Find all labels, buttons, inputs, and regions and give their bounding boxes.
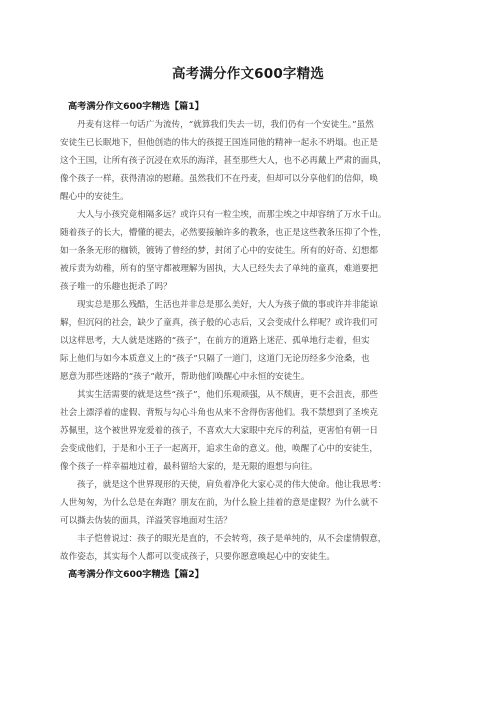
paragraph-line: 醒心中的安徒生。	[60, 192, 129, 202]
paragraph-6	[60, 530, 438, 566]
page-title: 高考满分作文600字精选	[171, 66, 325, 82]
paragraph-line: 丹麦有这样一句话广为流传，“就算我们失去一切，我们仍有一个安徒生。”虽然	[77, 120, 374, 130]
paragraph-line: 孩子，就是这个世界现形的天使，肩负着净化大家心灵的伟大使命。他让我思考：	[77, 480, 387, 490]
paragraph-line: 愿意为那些迷路的“孩子”敞开，帮助他们唤醒心中永恒的安徒生。	[60, 372, 310, 382]
paragraph-line: 这个王国，让所有孩子沉浸在欢乐的海洋，甚至那些大人，也不必再戴上严肃的面具，	[60, 156, 387, 166]
paragraph-2	[60, 206, 438, 296]
paragraph-5	[60, 476, 438, 530]
paragraph-1	[60, 116, 438, 206]
paragraph-line: 大人与小孩究竟相隔多远？或许只有一粒尘埃，而那尘埃之中却容纳了万水千山。	[77, 210, 387, 220]
paragraph-line: 会变成他们，于是和小王子一起离开，追求生命的意义。他，唤醒了心中的安徒生，	[60, 444, 378, 454]
paragraph-line: 丰子恺曾说过：孩子的眼光是直的，不会转弯，孩子是单纯的，从不会虚情假意，	[77, 534, 387, 544]
paragraph-line: 现实总是那么残酷，生活也并非总是那么美好，大人为孩子做的事或许并非能谅	[77, 300, 378, 310]
paragraph-line: 被斥责为幼稚，所有的坚守都被理解为固执，大人已经失去了单纯的童真，难道要把	[60, 264, 378, 274]
section-heading-2: 高考满分作文600字精选【篇2】	[68, 569, 204, 580]
paragraph-line: 像个孩子一样幸福地过着，最科留给大家的，是无限的遐想与向往。	[60, 462, 318, 472]
paragraph-line: 社会上漂浮着的虚假、背叛与勾心斗角也从来不舍得伤害他们。我不禁想到了圣埃克	[60, 408, 378, 418]
paragraph-line: 随着孩子的长大，懵懂的褪去，必然要接触许多的教条，也正是这些教条压抑了个性，	[60, 228, 387, 238]
paragraph-line: 人世匆匆，为什么总是在奔跑？朋友在前，为什么脸上挂着的意是虚假？为什么就不	[60, 498, 378, 508]
paragraph-line: 如一条条无形的枷锁，镀铸了曾经的梦，封闭了心中的安徒生。所有的好奇、幻想都	[60, 246, 378, 256]
paragraph-line: 苏佩里，这个被世界宠爱着的孩子，不喜欢大大家眼中充斥的利益，更害怕有朝一日	[60, 426, 378, 436]
paragraph-line: 故作姿态，其实每个人都可以变成孩子，只要你愿意唤起心中的安徒生。	[60, 552, 336, 562]
paragraph-line: 像个孩子一样，获得清凉的慰藉。虽然我们不在丹麦，但却可以分享他们的信仰，唤	[60, 174, 378, 184]
article-body	[60, 98, 438, 584]
paragraph-4	[60, 386, 438, 476]
paragraph-line: 其实生活需要的就是这些“孩子”，他们乐观顽强，从不颓唐，更不会沮丧，那些	[77, 390, 378, 400]
paragraph-line: 孩子唯一的乐趣也扼杀了吗？	[60, 282, 172, 292]
paragraph-line: 解，但沉闷的社会，缺少了童真，孩子般的心志后，又会变成什么样呢？或许我们可	[60, 318, 378, 328]
paragraph-line: 可以撕去伪装的面具，洋溢笑容地面对生活？	[60, 516, 232, 526]
paragraph-line: 际上他们与如今本质意义上的“孩子”只隔了一道门，这道门无论历经多少沧桑，也	[60, 354, 370, 364]
paragraph-line: 以这样思考，大人就是迷路的“孩子”，在前方的道路上迷茫、孤单地行走着，但实	[60, 336, 370, 346]
paragraph-3	[60, 296, 438, 386]
section-heading-1: 高考满分作文600字精选【篇1】	[68, 101, 204, 112]
paragraph-line: 安徒生已长眠地下，但他创造的伟大的孩提王国连同他的精神一起永不坍塌。也正是	[60, 138, 378, 148]
